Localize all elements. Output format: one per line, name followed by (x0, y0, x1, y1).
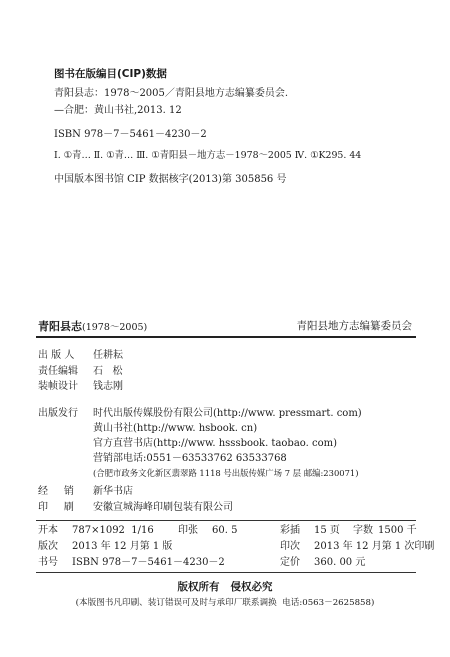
spec-sheets-value: 60. 5 (212, 525, 238, 536)
credit-design-value: 钱志刚 (93, 381, 123, 392)
rights-heading: 版权所有 侵权必究 (177, 581, 273, 593)
spec-edition-label: 版次 (38, 541, 58, 552)
credit-publisher-label: 出 版 人 (38, 350, 75, 361)
spec-plates-label: 彩插 (280, 525, 300, 536)
cip-isbn: ISBN 978－7－5461－4230－2 (54, 129, 207, 140)
spec-top-rule (36, 520, 416, 521)
spec-print-value: 2013 年 12 月第 1 次印刷 (314, 541, 435, 552)
publisher-line-1: 时代出版传媒股份有限公司(http://www. pressmart. com) (93, 408, 362, 419)
spec-print-label: 印次 (280, 541, 300, 552)
spec-words-label: 字数 (353, 525, 373, 536)
distribution-label: 经 销 (38, 486, 74, 497)
spec-format-value: 787×1092 1/16 (72, 525, 154, 536)
spec-sheets-label: 印张 (178, 525, 198, 536)
title-rule (36, 336, 416, 338)
credit-editor-label: 责任编辑 (38, 366, 78, 377)
spec-isbn-label: 书号 (38, 557, 58, 568)
spec-words-value: 1500 千 (378, 525, 417, 536)
spec-format-label: 开本 (38, 525, 58, 536)
book-author: 青阳县地方志编纂委员会 (296, 320, 412, 332)
publisher-line-2: 黄山书社(http://www. hsbook. cn) (93, 423, 258, 434)
publisher-line-3: 官方直营书店(http://www. hsssbook. taobao. com) (93, 438, 338, 449)
credit-design-label: 装帧设计 (38, 381, 78, 392)
publisher-line-4: 营销部电话:0551－63533762 63533768 (93, 453, 287, 464)
cip-classification: Ⅰ. ①青… Ⅱ. ①青… Ⅲ. ①青阳县－地方志－1978～2005 Ⅳ. ①K295. 44 (54, 150, 362, 161)
rights-notice: (本版图书凡印刷、装订错误可及时与承印厂联系调换 电话:0563－2625858) (75, 598, 375, 608)
credit-editor-value: 石 松 (93, 366, 123, 377)
distribution-value: 新华书店 (93, 486, 133, 497)
publisher-address: (合肥市政务文化新区翡翠路 1118 号出版传媒广场 7 层 邮编:230071) (93, 468, 359, 478)
spec-price-label: 定价 (280, 557, 300, 568)
book-years: (1978～2005) (82, 322, 148, 333)
spec-edition-value: 2013 年 12 月第 1 版 (72, 541, 173, 552)
spec-price-value: 360. 00 元 (314, 557, 366, 568)
printing-label: 印 刷 (38, 502, 74, 513)
publisher-label: 出版发行 (38, 408, 78, 419)
spec-isbn-value: ISBN 978－7－5461－4230－2 (72, 557, 225, 568)
cip-line-1: 青阳县志：1978～2005／青阳县地方志编纂委员会. (54, 88, 289, 99)
book-title: 青阳县志 (38, 320, 82, 333)
book-title-line (38, 321, 147, 333)
credit-publisher-value: 任耕耘 (93, 350, 123, 361)
spec-bottom-rule (36, 572, 416, 573)
cip-line-2: —合肥：黄山书社,2013. 12 (54, 105, 182, 116)
cip-heading: 图书在版编目(CIP)数据 (54, 68, 167, 80)
printing-value: 安徽宣城海峰印刷包装有限公司 (93, 502, 233, 513)
cip-core-number: 中国版本图书馆 CIP 数据核字(2013)第 305856 号 (54, 174, 287, 185)
spec-plates-value: 15 页 (314, 525, 340, 536)
